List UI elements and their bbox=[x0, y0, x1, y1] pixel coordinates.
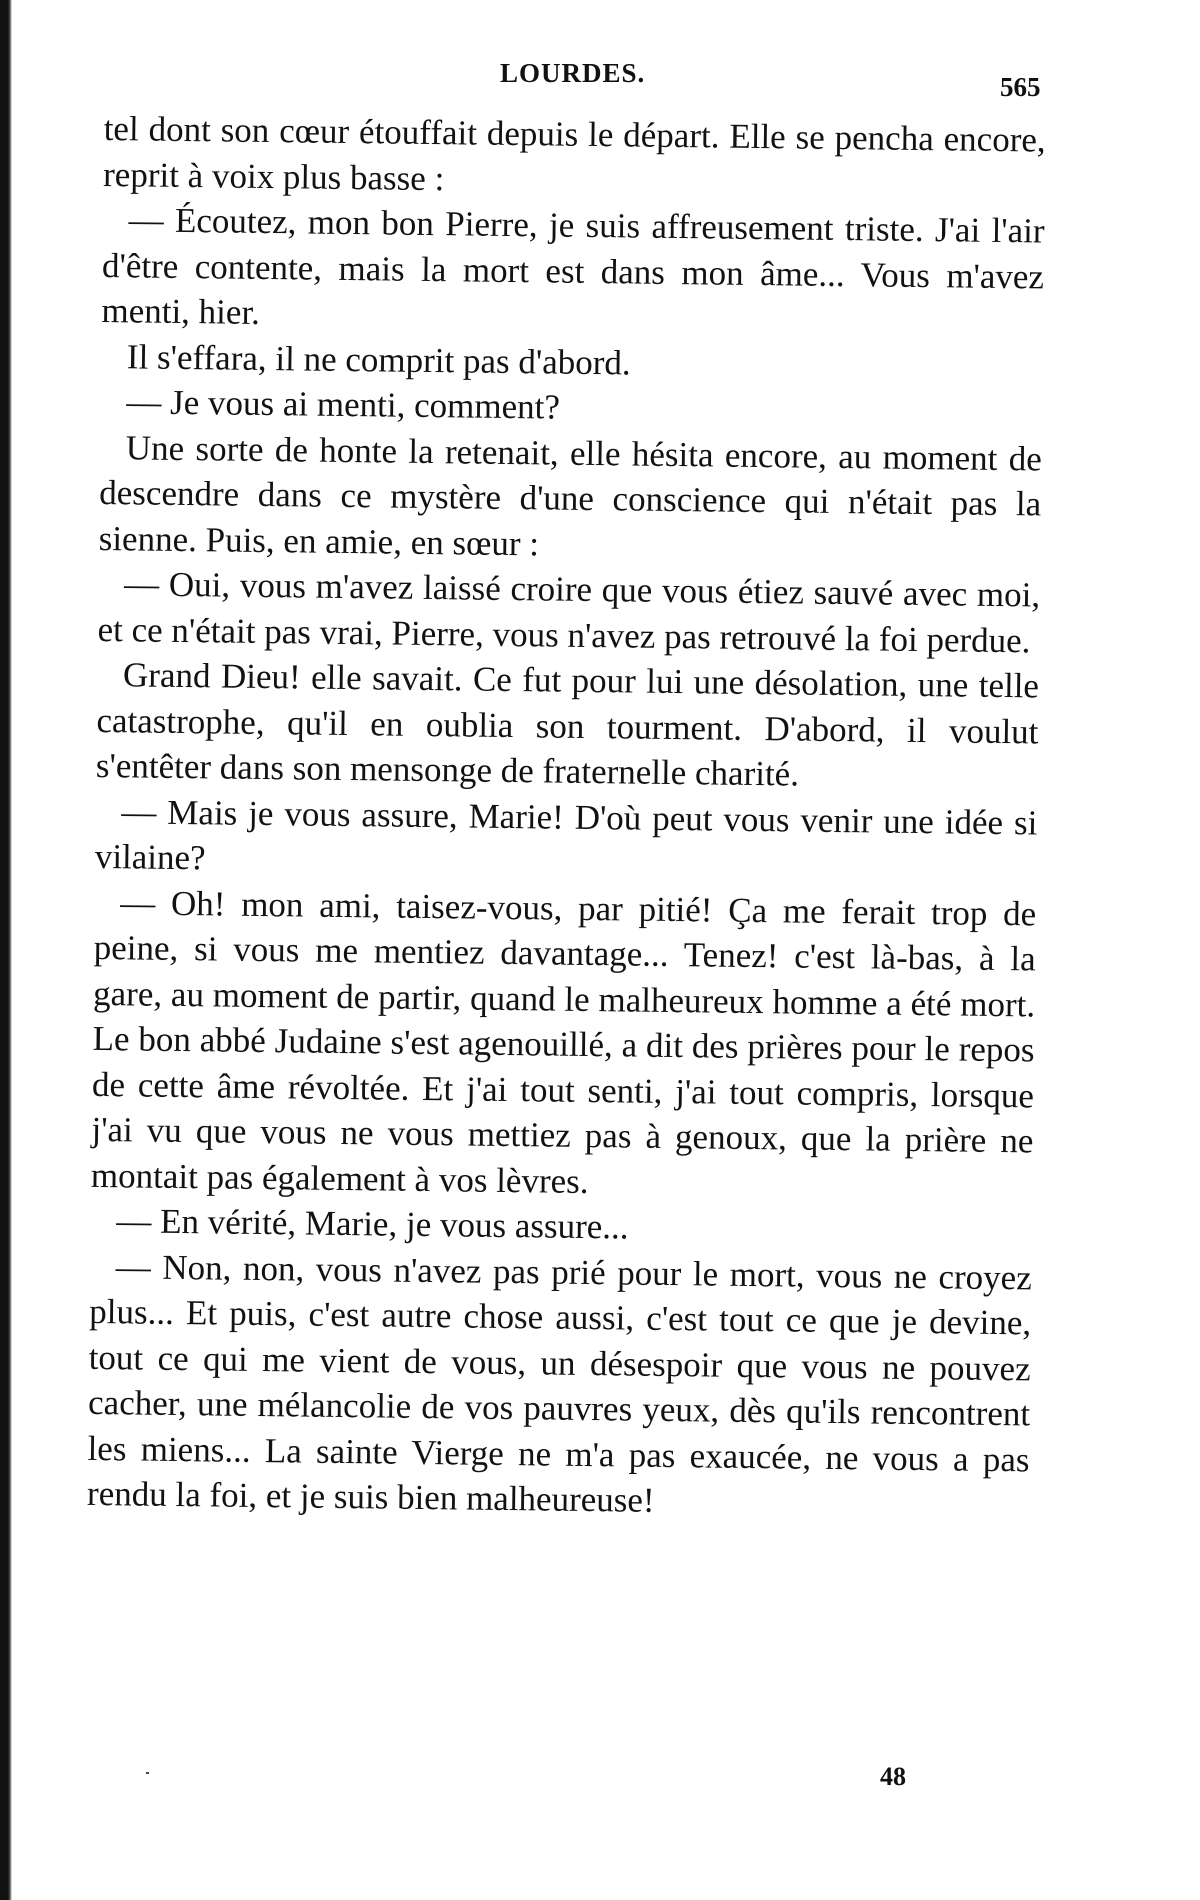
paragraph: — Écoutez, mon bon Pierre, je suis affreusement triste. J'ai l'air d'être contente, mais la mort est dans mon âme... Vous m'avez menti, hier. bbox=[101, 200, 1045, 332]
paragraph: — Oh! mon ami, taisez-vous, par pitié! Ça me ferait trop de peine, si vous me mentiez davantage... Tenez! c'est là-bas, à la gare, au moment de partir, quand le malheureux homme a été mort. Le bon abbé Judaine s'est agenouillé, a dit des prières pour le repos de cette âme révoltée. Et j'ai tout senti, j'ai tout compris, lorsque j'ai vu que vous ne vous mettiez pas à genoux, que la prière ne montait pas également à vos lèvres. bbox=[90, 882, 1037, 1201]
binding-edge bbox=[0, 0, 12, 1900]
body-text bbox=[87, 106, 1046, 1528]
paragraph: — Non, non, vous n'avez pas prié pour le mort, vous ne croyez plus... Et puis, c'est autre chose aussi, c'est tout ce que je devine, tout ce qui me vient de vous, un désespoir que vous ne pouvez cacher, une mélancolie de vos pauvres yeux, dès qu'ils rencontrent les miens... La sainte Vierge ne m'a pas exaucée, ne vous a pas rendu la foi, et je suis bien malheureuse! bbox=[86, 1246, 1032, 1520]
paragraph: Une sorte de honte la retenait, elle hésita encore, au moment de descendre dans ce mystère d'une conscience qui n'était pas la sienne. Puis, en amie, en sœur : bbox=[98, 427, 1043, 563]
page-number: 565 bbox=[1000, 72, 1041, 102]
running-title: LOURDES. bbox=[500, 58, 646, 88]
paragraph: Il s'effara, il ne comprit pas d'abord. bbox=[126, 336, 631, 382]
paragraph: — Je vous ai menti, comment? bbox=[126, 382, 561, 427]
signature-mark: 48 bbox=[880, 1762, 906, 1791]
paragraph: — Oui, vous m'avez laissé croire que vous étiez sauvé avec moi, et ce n'était pas vrai, Pierre, vous n'avez pas retrouvé la foi perdue. bbox=[97, 564, 1041, 660]
paragraph: tel dont son cœur étouffait depuis le départ. Elle se pencha encore, reprit à voix plus basse : bbox=[102, 108, 1046, 198]
paragraph: — En vérité, Marie, je vous assure... bbox=[116, 1201, 629, 1247]
paragraph: Grand Dieu! elle savait. Ce fut pour lui une désolation, une telle catastrophe, qu'il en oublia son tourment. D'abord, il voulut s'entêter dans son mensonge de fraternelle charité. bbox=[95, 655, 1040, 794]
paragraph: — Mais je vous assure, Marie! D'où peut vous venir une idée si vilaine? bbox=[94, 791, 1038, 878]
page-header bbox=[0, 58, 1200, 102]
print-speck bbox=[146, 1772, 149, 1774]
